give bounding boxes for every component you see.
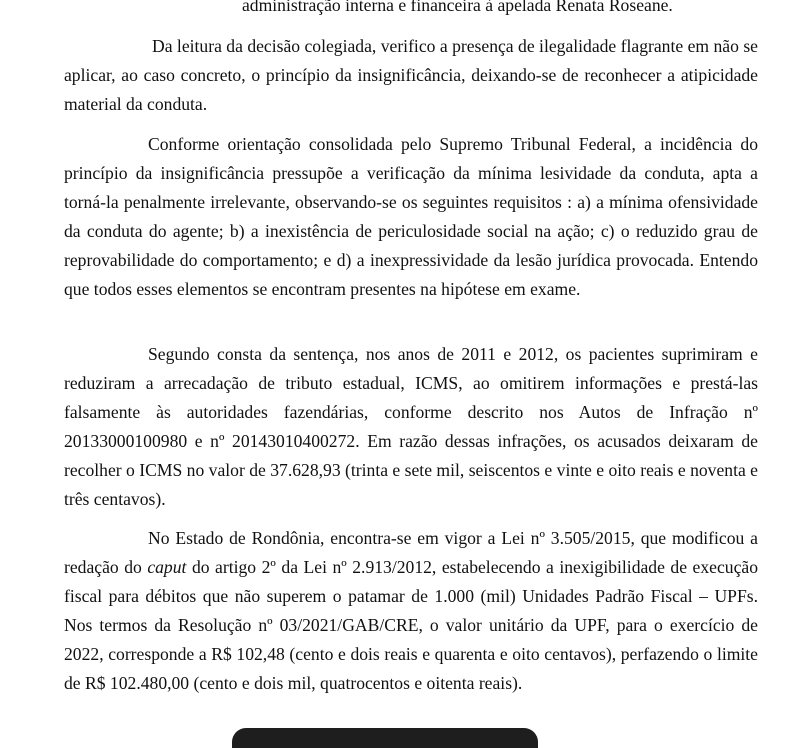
paragraph-rondonia-law: [64, 524, 758, 698]
previous-paragraph-fragment: administração interna e financeira à apelada Renata Roseane.: [242, 0, 673, 15]
law-text-after: do artigo 2º da Lei nº 2.913/2012, estabelecendo a inexigibilidade de execução fiscal para débitos que não superem o patamar de 1.000 (mil) Unidades Padrão Fiscal – UPFs. Nos termos da Resolução nº 03/2021/GAB/CRE, o valor unitário da UPF, para o exercício de 2022, corresponde a R$ 102,48 (cento e dois reais e quarenta e oito centavos), perfazendo o limite de R$ 102.480,00 (cento e dois mil, quatrocentos e oitenta reais).: [64, 557, 758, 693]
paragraph-illegality: Da leitura da decisão colegiada, verifico a presença de ilegalidade flagrante em não se aplicar, ao caso concreto, o princípio da insignificância, deixando-se de reconhecer a atipicidade material da conduta.: [64, 36, 758, 114]
law-text-before: No Estado de Rondônia, encontra-se em vigor a Lei nº 3.505/2015, que modificou a redação do: [64, 528, 758, 577]
paragraph-sentence-facts: Segundo consta da sentença, nos anos de 2011 e 2012, os pacientes suprimiram e reduziram a arrecadação de tributo estadual, ICMS, ao omitirem informações e prestá-las falsamente às autoridades fazendárias, conforme descrito nos Autos de Infração nº 20133000100980 e nº 20143010400272. Em razão dessas infrações, os acusados deixaram de recolher o ICMS no valor de 37.628,93 (trinta e sete mil, seiscentos e vinte e oito reais e noventa e três centavos).: [64, 344, 758, 509]
overlay-pill: [232, 728, 538, 748]
caput-term: caput: [147, 557, 187, 577]
paragraph-stf-requirements: Conforme orientação consolidada pelo Supremo Tribunal Federal, a incidência do princípio da insignificância pressupõe a verificação da mínima lesividade da conduta, apta a torná-la penalmente irrelevante, observando-se os seguintes requisitos : a) a mínima ofensividade da conduta do agente; b) a inexistência de periculosidade social na ação; c) o reduzido grau de reprovabilidade do comportamento; e d) a inexpressividade da lesão jurídica provocada. Entendo que todos esses elementos se encontram presentes na hipótese em exame.: [64, 134, 758, 299]
